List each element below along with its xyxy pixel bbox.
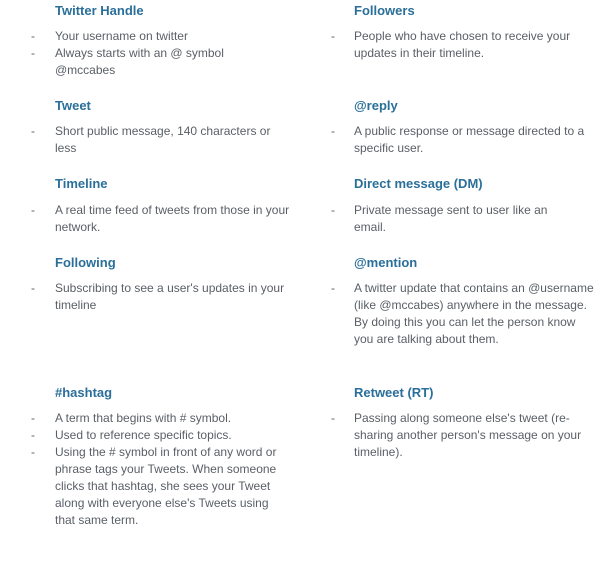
term-heading: Retweet (RT) bbox=[354, 385, 434, 400]
bullet-dash: - bbox=[331, 411, 335, 425]
definition-list bbox=[331, 280, 598, 348]
definition-list bbox=[31, 202, 295, 236]
bullet-dash: - bbox=[31, 203, 35, 217]
definition-item bbox=[31, 427, 295, 444]
definition-item bbox=[331, 28, 598, 62]
definition-text: A real time feed of tweets from those in your network. bbox=[55, 203, 290, 234]
bullet-dash: - bbox=[31, 428, 35, 442]
definition-item bbox=[331, 202, 569, 236]
definition-list bbox=[31, 410, 295, 529]
bullet-dash: - bbox=[31, 124, 35, 138]
definition-list bbox=[31, 123, 295, 157]
definition-item bbox=[31, 444, 287, 529]
bullet-dash: - bbox=[31, 29, 35, 43]
definition-text: Subscribing to see a user's updates in your timeline bbox=[55, 281, 285, 312]
term-heading: Tweet bbox=[55, 98, 91, 113]
term-heading: @reply bbox=[354, 98, 398, 113]
definition-list bbox=[331, 28, 598, 62]
definition-item bbox=[331, 280, 598, 348]
definition-text: Used to reference specific topics. bbox=[55, 428, 232, 442]
term-heading: Timeline bbox=[55, 176, 108, 191]
definition-list bbox=[331, 410, 598, 461]
definition-text: A twitter update that contains an @username (like @mccabes) anywhere in the message. By doing this you can let the person know you are talking about them. bbox=[354, 281, 594, 346]
definition-list bbox=[31, 28, 295, 79]
bullet-dash: - bbox=[331, 29, 335, 43]
bullet-dash: - bbox=[31, 281, 35, 295]
definition-item bbox=[31, 410, 295, 427]
term-heading: Direct message (DM) bbox=[354, 176, 483, 191]
definition-list bbox=[31, 280, 295, 314]
term-heading: Following bbox=[55, 255, 116, 270]
term-heading: @mention bbox=[354, 255, 418, 270]
bullet-dash: - bbox=[331, 124, 335, 138]
definition-text: A term that begins with # symbol. bbox=[55, 411, 232, 425]
definition-list bbox=[331, 202, 598, 236]
definition-text: Your username on twitter bbox=[55, 29, 188, 43]
term-heading: #hashtag bbox=[55, 385, 113, 400]
definition-list bbox=[331, 123, 598, 157]
definition-text: A public response or message directed to a specific user. bbox=[354, 124, 585, 155]
bullet-dash: - bbox=[331, 203, 335, 217]
definition-text: Private message sent to user like an email. bbox=[354, 203, 548, 234]
term-heading: Followers bbox=[354, 3, 415, 18]
bullet-dash: - bbox=[31, 411, 35, 425]
bullet-dash: - bbox=[331, 281, 335, 295]
definition-item bbox=[31, 202, 295, 236]
definition-text: Passing along someone else's tweet (re-sharing another person's message on your timeline). bbox=[354, 411, 582, 459]
definition-item bbox=[331, 410, 592, 461]
definition-item bbox=[31, 123, 295, 157]
bullet-dash: - bbox=[31, 46, 35, 60]
bullet-dash: - bbox=[31, 445, 35, 459]
definition-text: People who have chosen to receive your updates in their timeline. bbox=[354, 29, 571, 60]
definition-item bbox=[31, 280, 295, 314]
definition-text: Short public message, 140 characters or less bbox=[55, 124, 271, 155]
definition-item bbox=[31, 28, 295, 45]
definition-item bbox=[331, 123, 598, 157]
term-heading: Twitter Handle bbox=[55, 3, 144, 18]
definition-text: Always starts with an @ symbol @mccabes bbox=[55, 46, 224, 77]
definition-item bbox=[31, 45, 245, 79]
definition-text: Using the # symbol in front of any word or phrase tags your Tweets. When someone clicks that hashtag, she sees your Tweet along with everyone else's Tweets using that same term. bbox=[55, 445, 277, 527]
